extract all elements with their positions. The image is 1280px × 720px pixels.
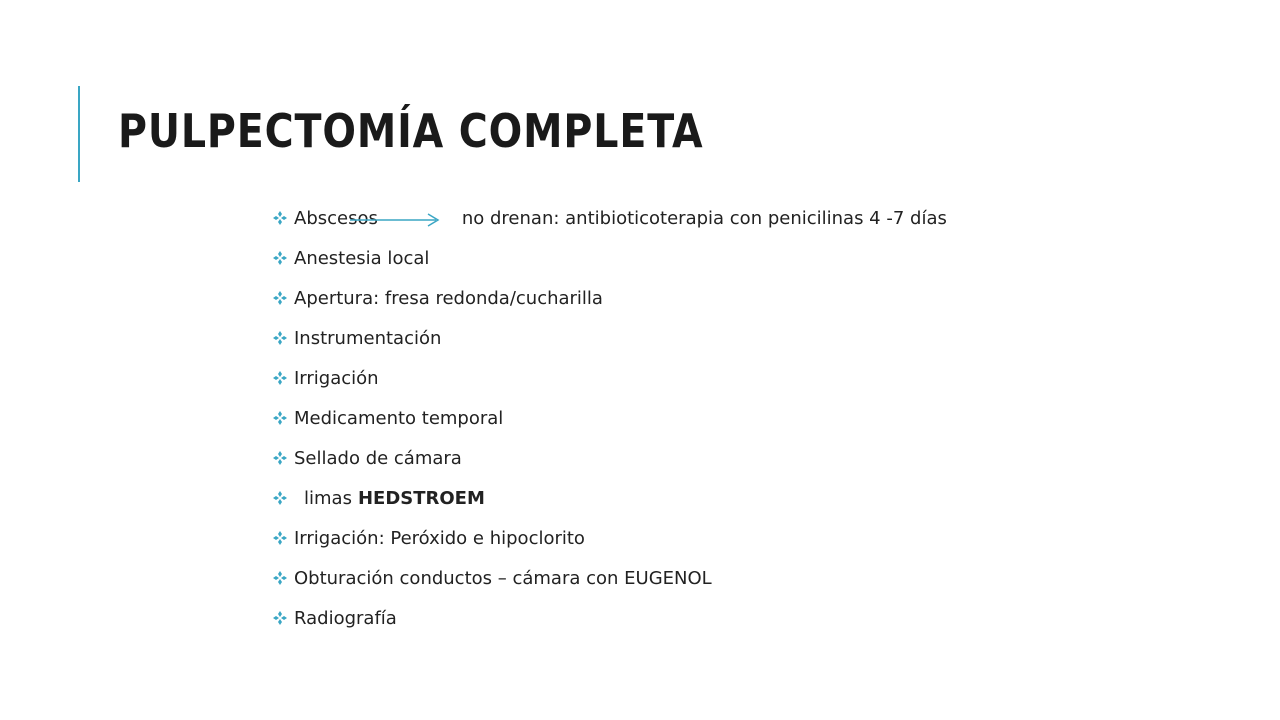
list-item <box>272 278 947 318</box>
accent-bar <box>78 86 80 182</box>
diamond-bullet-icon <box>272 490 288 506</box>
diamond-bullet-icon <box>272 530 288 546</box>
bullet-text: Irrigación <box>294 367 379 389</box>
list-item <box>272 318 947 358</box>
bullet-text: Radiografía <box>294 607 397 629</box>
slide-title: PULPECTOMÍA COMPLETA <box>118 104 704 158</box>
bullet-text: Obturación conductos – cámara con EUGENOL <box>294 567 712 589</box>
diamond-bullet-icon <box>272 410 288 426</box>
diamond-bullet-icon <box>272 250 288 266</box>
bullet-text: Anestesia local <box>294 247 430 269</box>
list-item <box>272 238 947 278</box>
bullet-strong-text: HEDSTROEM <box>357 487 485 509</box>
bullet-lead-text: Abscesos <box>294 207 378 229</box>
list-item <box>272 438 947 478</box>
list-item <box>272 478 947 518</box>
diamond-bullet-icon <box>272 450 288 466</box>
list-item <box>272 598 947 638</box>
bullet-text: Medicamento temporal <box>294 407 504 429</box>
list-item <box>272 518 947 558</box>
diamond-bullet-icon <box>272 570 288 586</box>
bullet-text: Sellado de cámara <box>294 447 462 469</box>
diamond-bullet-icon <box>272 370 288 386</box>
list-item <box>272 358 947 398</box>
list-item <box>272 558 947 598</box>
arrow-icon <box>348 208 452 228</box>
bullet-list <box>272 198 947 638</box>
bullet-text: Instrumentación <box>294 327 442 349</box>
bullet-text: Apertura: fresa redonda/cucharilla <box>294 287 603 309</box>
diamond-bullet-icon <box>272 610 288 626</box>
bullet-text: Irrigación: Peróxido e hipoclorito <box>294 527 585 549</box>
bullet-text: no drenan: antibioticoterapia con penicilinas 4 -7 días <box>461 207 947 229</box>
list-item <box>272 198 947 238</box>
list-item <box>272 398 947 438</box>
diamond-bullet-icon <box>272 290 288 306</box>
diamond-bullet-icon <box>272 210 288 226</box>
diamond-bullet-icon <box>272 330 288 346</box>
bullet-text: limas <box>304 487 352 509</box>
